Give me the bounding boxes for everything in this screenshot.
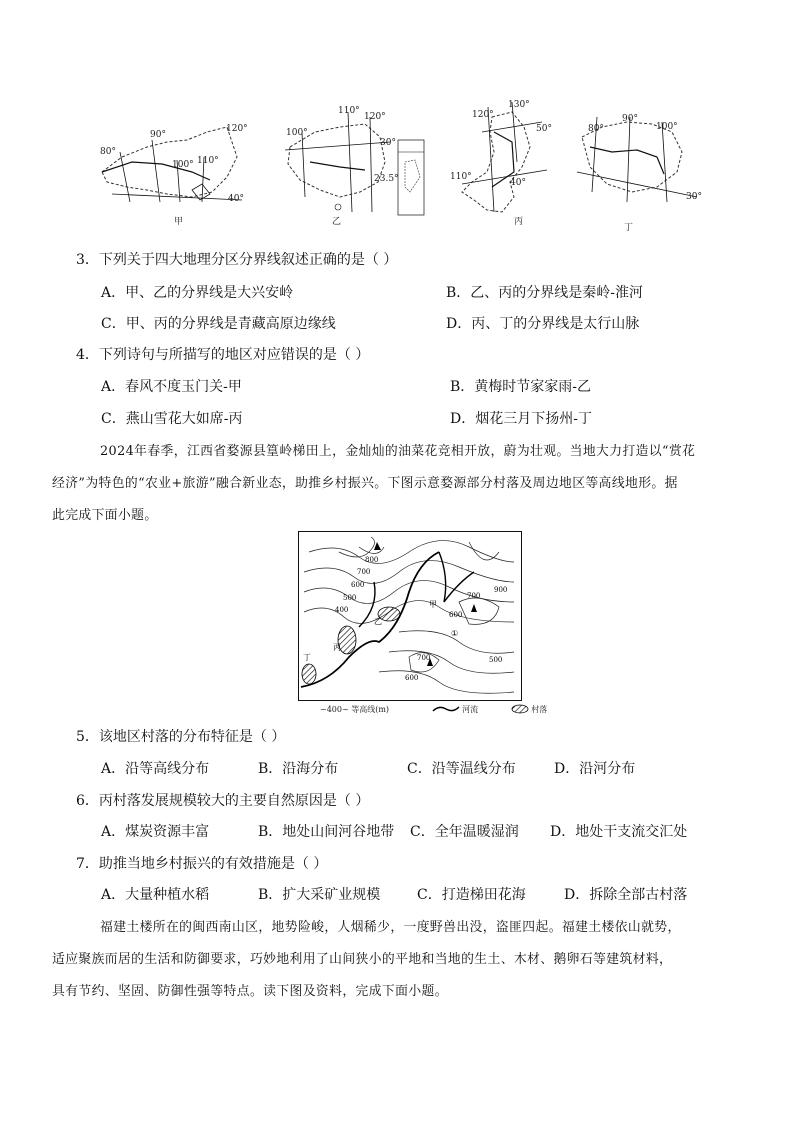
contour-label: 700 (357, 568, 371, 576)
passage-wuyuan-line-1: 2024年春季，江西省婺源县篁岭梯田上，金灿灿的油菜花竞相开放，蔚为壮观。当地大力打造以“赏花 (100, 444, 696, 459)
map-jia (92, 102, 252, 227)
contour-label: 700 (467, 592, 481, 600)
map-yi-lon-1: 110° (338, 106, 360, 116)
question-6-stem: 6．丙村落发展规模较大的主要自然原因是（ ） (76, 793, 370, 809)
contour-label: 500 (343, 594, 357, 602)
passage-tulou-line-1: 福建土楼所在的闽西南山区，地势险峻，人烟稀少，一度野兽出没，盗匪四起。福建土楼依山就势， (100, 920, 681, 935)
contour-label: 400 (335, 606, 349, 614)
map-bing-lon-1: 120° (472, 110, 494, 120)
place-label-yi: 乙 (374, 617, 382, 626)
map-yi-lon-3: 100° (286, 128, 308, 138)
question-3-stem: 3．下列关于四大地理分区分界线叙述正确的是（ ） (76, 252, 398, 268)
contour-label: 600 (449, 611, 463, 619)
contour-label: 500 (489, 656, 503, 664)
legend-river: 河流 (462, 705, 479, 714)
question-4-option-c: C．燕山雪花大如席-丙 (101, 411, 243, 427)
peak-icon (471, 604, 477, 612)
map-jia-lat: 40° (228, 194, 244, 204)
map-bing-lat-2: 40° (510, 178, 526, 188)
place-label-ding: 丁 (303, 653, 311, 662)
map-yi (280, 102, 440, 227)
map-yi-caption: 乙 (332, 217, 342, 227)
contour-label: 900 (494, 586, 508, 594)
question-7-option-a: A．大量种植水稻 (101, 887, 210, 903)
question-4-option-d: D．烟花三月下扬州-丁 (450, 411, 592, 427)
peak-icon (374, 542, 381, 550)
map-jia-lon-2: 90° (150, 130, 166, 140)
village-legend-icon (511, 704, 529, 716)
map-bing-caption: 丙 (514, 217, 524, 227)
map-yi-lon-2: 120° (364, 112, 386, 122)
question-4-option-b: B．黄梅时节家家雨-乙 (450, 379, 592, 395)
map-jia-caption: 甲 (174, 217, 184, 227)
contour-label: 800 (365, 556, 379, 564)
map-ding-lon-1: 80° (588, 124, 604, 134)
contour-map-legend (320, 704, 547, 716)
map-bing (452, 102, 562, 227)
passage-tulou-line-3: 具有节约、坚固、防御性强等特点。读下图及资料，完成下面小题。 (52, 984, 448, 999)
question-5-option-c: C．沿等温线分布 (407, 761, 516, 777)
question-6-option-d: D．地处干支流交汇处 (550, 824, 688, 840)
map-bing-lon-3: 110° (450, 172, 472, 182)
question-3-option-a: A．甲、乙的分界线是大兴安岭 (101, 285, 294, 301)
contour-label: 600 (405, 674, 419, 682)
passage-tulou-line-2: 适应聚族而居的生活和防御要求，巧妙地利用了山间狭小的平地和当地的生土、木材、鹅卵石等建筑材料， (52, 952, 673, 967)
question-5-option-a: A．沿等高线分布 (101, 761, 210, 777)
passage-tulou (52, 912, 736, 1008)
village-ding (302, 664, 316, 684)
passage-wuyuan-line-3: 此完成下面小题。 (52, 508, 158, 523)
question-4-stem: 4．下列诗句与所描写的地区对应错误的是（ ） (76, 347, 370, 363)
question-6-option-a: A．煤炭资源丰富 (101, 824, 210, 840)
river-legend-icon (432, 705, 460, 715)
question-7-stem: 7．助推当地乡村振兴的有效措施是（ ） (76, 856, 328, 872)
passage-wuyuan (52, 436, 736, 532)
legend-contour: ~400~ 等高线(m) (320, 705, 390, 714)
map-ding-lat: 30° (686, 192, 702, 202)
china-maps-figure (92, 102, 712, 232)
map-jia-lon-4: 110° (197, 156, 219, 166)
question-6-option-b: B．地处山间河谷地带 (258, 824, 395, 840)
map-ding-lon-2: 90° (622, 114, 638, 124)
contour-map-figure (298, 531, 522, 701)
map-ding-caption: 丁 (624, 223, 634, 233)
question-3-option-b: B．乙、丙的分界线是秦岭-淮河 (446, 285, 644, 301)
contour-label: 600 (351, 581, 365, 589)
map-ding-lon-3: 100° (656, 122, 678, 132)
place-label-jia: 甲 (429, 600, 437, 609)
question-3-option-d: D．丙、丁的分界线是太行山脉 (446, 316, 640, 332)
question-5-option-b: B．沿海分布 (258, 761, 339, 777)
map-jia-lon-5: 120° (226, 124, 248, 134)
legend-village: 村落 (531, 705, 548, 714)
question-5-stem: 5．该地区村落的分布特征是（ ） (76, 729, 286, 745)
map-ding (572, 102, 712, 233)
contour-map-svg (299, 532, 521, 700)
map-bing-lon-2: 130° (508, 100, 530, 110)
question-7-option-b: B．扩大采矿业规模 (258, 887, 381, 903)
passage-wuyuan-line-2: 经济”为特色的“农业+旅游”融合新业态，助推乡村振兴。下图示意婺源部分村落及周边地区等高线地形。据 (52, 476, 678, 491)
map-yi-lat-2: 23.5° (374, 174, 399, 184)
map-yi-lat-1: 30° (380, 138, 396, 148)
map-jia-lon-1: 80° (100, 147, 116, 157)
question-5-option-d: D．沿河分布 (554, 761, 636, 777)
map-bing-lat-1: 50° (536, 124, 552, 134)
question-7-option-d: D．拆除全部古村落 (564, 887, 688, 903)
place-label-bing: 丙 (333, 643, 341, 652)
question-4-option-a: A．春风不度玉门关-甲 (101, 379, 242, 395)
contour-label: 700 (417, 654, 431, 662)
map-jia-lon-3: 100° (172, 160, 194, 170)
question-6-option-c: C．全年温暖湿润 (410, 824, 519, 840)
question-7-option-c: C．打造梯田花海 (417, 887, 526, 903)
place-label-1: ① (451, 629, 459, 638)
question-3-option-c: C．甲、丙的分界线是青藏高原边缘线 (101, 316, 336, 332)
